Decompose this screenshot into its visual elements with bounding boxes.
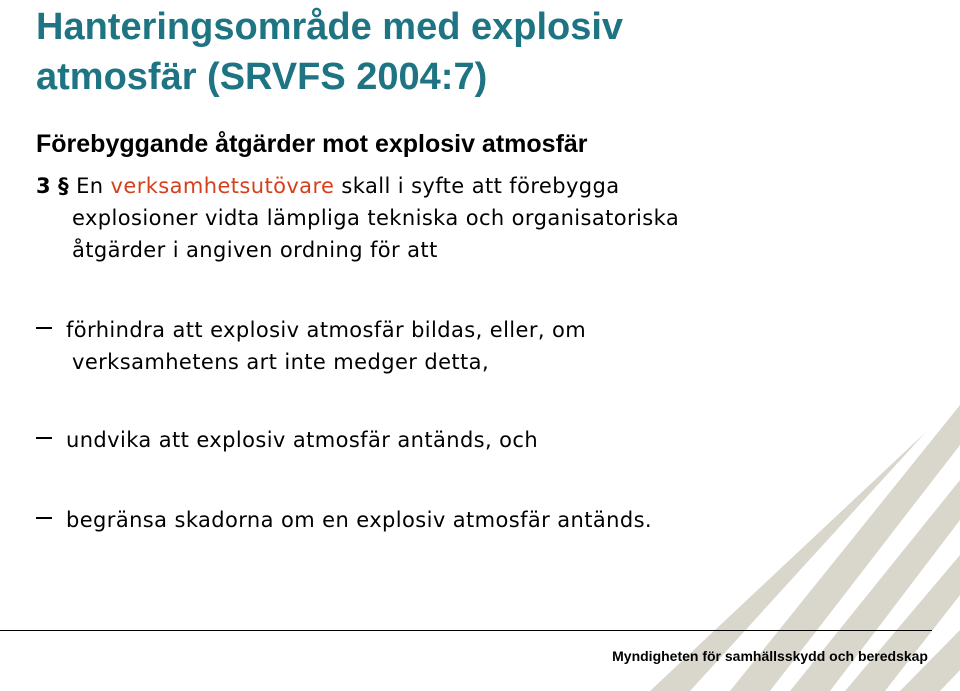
bullet-text: undvika att explosiv atmosfär antänds, och bbox=[66, 428, 539, 452]
section-sign: § bbox=[58, 174, 69, 198]
bullet-item bbox=[36, 424, 896, 456]
title-line-2: atmosfär (SRVFS 2004:7) bbox=[36, 56, 488, 98]
regulation-paragraph bbox=[36, 170, 896, 266]
dash-bullet-icon bbox=[36, 327, 52, 329]
dash-bullet-icon bbox=[36, 517, 52, 519]
highlighted-term: verksamhetsutövare bbox=[110, 174, 335, 198]
footer-divider bbox=[0, 630, 932, 631]
bullet-text-continued: verksamhetens art inte medger detta, bbox=[72, 350, 490, 374]
bullet-text: begränsa skadorna om en explosiv atmosfär antänds. bbox=[66, 508, 652, 532]
paragraph-word: En bbox=[76, 174, 104, 198]
section-heading: Förebyggande åtgärder mot explosiv atmosfär bbox=[36, 130, 588, 158]
section-number: 3 bbox=[36, 174, 52, 198]
title-line-1: Hanteringsområde med explosiv bbox=[36, 6, 624, 48]
bullet-item bbox=[36, 504, 896, 536]
paragraph-line-2: explosioner vidta lämpliga tekniska och organisatoriska bbox=[72, 206, 680, 230]
bullet-text: förhindra att explosiv atmosfär bildas, eller, om bbox=[66, 318, 587, 342]
dash-bullet-icon bbox=[36, 437, 52, 439]
slide-title bbox=[36, 2, 623, 102]
paragraph-line-1-rest: skall i syfte att förebygga bbox=[341, 174, 620, 198]
paragraph-line-3: åtgärder i angiven ordning för att bbox=[72, 238, 438, 262]
bullet-item bbox=[36, 314, 896, 378]
footer-organization: Myndigheten för samhällsskydd och beredskap bbox=[612, 648, 928, 664]
